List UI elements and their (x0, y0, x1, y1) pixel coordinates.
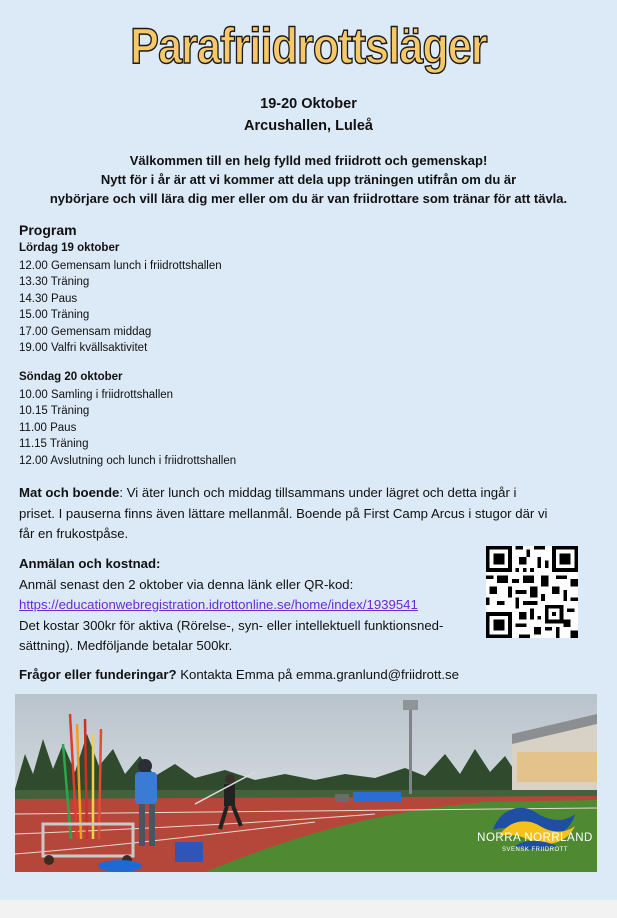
food-text: : Vi äter lunch och middag tillsammans under lägret och detta ingår i (119, 485, 517, 500)
registration-text: Anmäl senast den 2 oktober via denna länk eller QR-kod: (19, 576, 354, 592)
welcome-line-1: Välkommen till en helg fylld med friidrott och gemenskap! (129, 153, 488, 168)
questions-section (19, 665, 599, 686)
schedule-item: 12.00 Avslutning och lunch i friidrottshallen (19, 454, 237, 467)
schedule-item: 10.15 Träning (19, 405, 90, 418)
poster-title: Parafriidrottsläger (130, 18, 487, 74)
schedule-item: 11.15 Träning (19, 438, 89, 451)
schedule-item: 15.00 Träning (19, 309, 90, 322)
page-footer-bar (0, 900, 617, 918)
schedule-item: 19.00 Valfri kvällsaktivitet (19, 342, 148, 355)
schedule-item: 10.00 Samling i friidrottshallen (19, 389, 174, 401)
sunday-heading: Söndag 20 oktober (19, 371, 123, 383)
registration-link[interactable]: https://educationwebregistration.idrottonline.se/home/index/1939541 (19, 597, 418, 612)
food-label: Mat och boende (19, 485, 120, 500)
logo-name: NORRA NORRLAND (477, 832, 593, 844)
track-photo (15, 694, 597, 872)
food-text: får en frukostpåse. (19, 526, 129, 541)
logo-sub: SVENSK FRIIDROTT (501, 847, 568, 853)
schedule-item: 13.30 Träning (19, 276, 90, 289)
welcome-line-2: Nytt för i år är att vi kommer att dela upp träningen utifrån om du är (100, 172, 517, 187)
schedule-item: 12.00 Gemensam lunch i friidrottshallen (19, 260, 222, 272)
registration-label: Anmälan och kostnad: (19, 556, 161, 571)
program-heading: Program (19, 222, 77, 238)
event-place: Arcushallen, Luleå (244, 118, 373, 134)
saturday-schedule (19, 258, 222, 356)
saturday-heading: Lördag 19 oktober (19, 242, 120, 254)
questions-text: Kontakta Emma på emma.granlund@friidrott.se (176, 667, 459, 682)
food-section (19, 483, 599, 545)
qr-code[interactable] (486, 546, 578, 638)
registration-text: sättning). Medföljande betalar 500kr. (19, 638, 233, 653)
schedule-item: 14.30 Paus (19, 292, 78, 305)
sunday-schedule (19, 387, 236, 469)
schedule-item: 11.00 Paus (19, 421, 77, 434)
welcome-line-3: nybörjare och vill lära dig mer eller om du är van friidrottare som tränar för att tävla. (49, 191, 568, 206)
event-date: 19-20 Oktober (260, 96, 357, 112)
questions-label: Frågor eller funderingar? (19, 667, 177, 682)
registration-section (19, 554, 479, 657)
registration-text: Det kostar 300kr för aktiva (Rörelse-, syn- eller intellektuell funktionsned- (19, 617, 444, 633)
food-text: priset. I pauserna finns även lättare mellanmål. Boende på First Camp Arcus i stugor där vi (19, 505, 548, 521)
schedule-item: 17.00 Gemensam middag (19, 325, 152, 338)
